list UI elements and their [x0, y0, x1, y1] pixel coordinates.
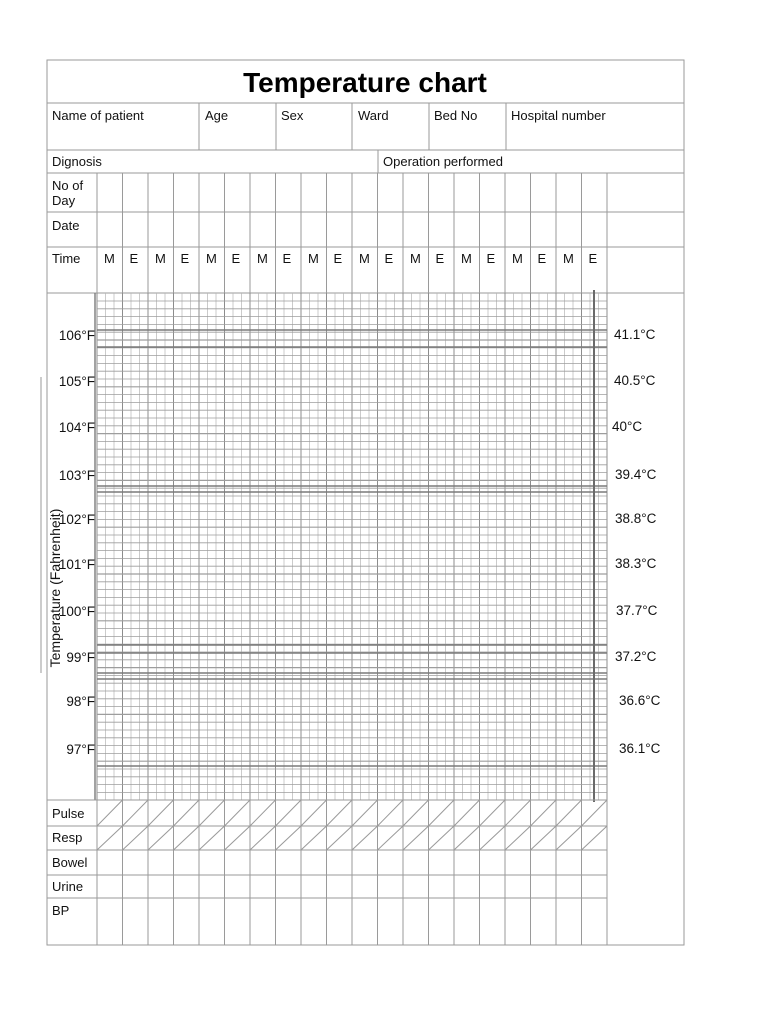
vitals-diagonal: [123, 826, 149, 850]
celsius-tick-label: 36.6°C: [619, 693, 661, 708]
time-slot-label: E: [282, 251, 292, 266]
vitals-diagonal: [301, 800, 327, 826]
vitals-diagonal: [276, 826, 302, 850]
vitals-diagonal: [505, 826, 531, 850]
vitals-diagonal: [403, 826, 429, 850]
vitals-diagonal: [225, 800, 251, 826]
fahrenheit-tick-label: 99°F: [66, 650, 95, 665]
vitals-diagonal: [199, 826, 225, 850]
vitals-row-label: Urine: [52, 879, 84, 894]
time-slot-label: M: [410, 251, 421, 266]
celsius-tick-label: 41.1°C: [614, 327, 656, 342]
vitals-diagonal: [250, 800, 276, 826]
vitals-grid: [47, 800, 684, 945]
time-slot-label: E: [180, 251, 190, 266]
vitals-diagonal: [225, 826, 251, 850]
label-operation-performed: Operation performed: [383, 154, 503, 169]
label-diagnosis: Dignosis: [52, 154, 102, 169]
fahrenheit-tick-label: 104°F: [58, 420, 95, 435]
label-no-of-day-line1: No of: [52, 178, 84, 193]
celsius-tick-label: 36.1°C: [619, 741, 661, 756]
fahrenheit-tick-label: 103°F: [58, 468, 95, 483]
vitals-diagonal: [250, 826, 276, 850]
celsius-tick-label: 40.5°C: [614, 373, 656, 388]
celsius-tick-label: 38.3°C: [615, 556, 657, 571]
vitals-diagonal: [352, 826, 378, 850]
label-no-of-day-line2: Day: [52, 193, 76, 208]
label-age: Age: [205, 108, 229, 123]
vitals-diagonal: [276, 800, 302, 826]
vitals-diagonal: [327, 826, 353, 850]
time-slot-label: M: [155, 251, 166, 266]
vitals-row-label: Pulse: [52, 806, 85, 821]
time-slot-label: M: [359, 251, 370, 266]
label-bed-no: Bed No: [434, 108, 478, 123]
time-slot-label: E: [537, 251, 547, 266]
vitals-diagonal: [531, 826, 557, 850]
label-ward: Ward: [358, 108, 389, 123]
vitals-diagonal: [429, 800, 455, 826]
vitals-diagonal: [327, 800, 353, 826]
celsius-scale: [612, 327, 661, 756]
vitals-diagonal: [403, 800, 429, 826]
time-slot-label: M: [104, 251, 115, 266]
time-slot-label: E: [384, 251, 394, 266]
vitals-diagonal: [480, 800, 506, 826]
time-slot-label: M: [512, 251, 523, 266]
vitals-diagonal: [429, 826, 455, 850]
vitals-diagonal: [174, 800, 200, 826]
fahrenheit-tick-label: 106°F: [58, 328, 95, 343]
vitals-diagonal: [505, 800, 531, 826]
fahrenheit-tick-label: 100°F: [58, 604, 95, 619]
time-slot-label: M: [461, 251, 472, 266]
fahrenheit-tick-label: 97°F: [66, 742, 95, 757]
temperature-grid: [95, 290, 607, 802]
time-slot-label: M: [257, 251, 268, 266]
time-slot-label: M: [563, 251, 574, 266]
vitals-row-label: BP: [52, 903, 70, 918]
time-slot-label: E: [231, 251, 241, 266]
time-slot-label: E: [435, 251, 445, 266]
celsius-tick-label: 40°C: [612, 419, 643, 434]
vitals-diagonal: [123, 800, 149, 826]
label-sex: Sex: [281, 108, 304, 123]
time-slot-label: E: [588, 251, 598, 266]
vitals-diagonal: [148, 800, 174, 826]
time-slot-label: M: [308, 251, 319, 266]
day-columns: [97, 173, 607, 293]
vitals-row-label: Bowel: [52, 855, 88, 870]
vitals-diagonal: [378, 826, 404, 850]
vitals-diagonal: [199, 800, 225, 826]
time-slot-label: E: [129, 251, 139, 266]
vitals-diagonal: [582, 826, 608, 850]
time-slot-label: E: [486, 251, 496, 266]
vitals-diagonal: [97, 800, 123, 826]
label-date: Date: [52, 218, 80, 233]
vitals-diagonal: [97, 826, 123, 850]
form-title: Temperature chart: [243, 67, 487, 98]
label-hospital-number: Hospital number: [511, 108, 606, 123]
vitals-diagonal: [556, 826, 582, 850]
vitals-diagonal: [174, 826, 200, 850]
vitals-diagonal: [531, 800, 557, 826]
celsius-tick-label: 37.7°C: [616, 603, 658, 618]
celsius-tick-label: 39.4°C: [615, 467, 657, 482]
vitals-diagonal: [378, 800, 404, 826]
fahrenheit-tick-label: 98°F: [66, 694, 95, 709]
celsius-tick-label: 38.8°C: [615, 511, 657, 526]
fahrenheit-tick-label: 101°F: [58, 557, 95, 572]
fahrenheit-tick-label: 102°F: [58, 512, 95, 527]
time-slot-labels: [104, 251, 598, 266]
time-slot-label: E: [333, 251, 343, 266]
vitals-row-label: Resp: [52, 830, 83, 845]
vitals-diagonal: [301, 826, 327, 850]
vitals-diagonal: [556, 800, 582, 826]
vitals-diagonal: [480, 826, 506, 850]
vitals-diagonal: [352, 800, 378, 826]
celsius-tick-label: 37.2°C: [615, 649, 657, 664]
fahrenheit-tick-label: 105°F: [58, 374, 95, 389]
fahrenheit-scale: [59, 328, 95, 757]
time-slot-label: M: [206, 251, 217, 266]
label-time: Time: [52, 251, 81, 266]
vitals-diagonal: [582, 800, 608, 826]
y-axis-label: Temperature (Fahrenheit): [47, 508, 63, 668]
vitals-diagonal: [454, 826, 480, 850]
label-name-of-patient: Name of patient: [52, 108, 144, 123]
vitals-diagonal: [148, 826, 174, 850]
vitals-diagonal: [454, 800, 480, 826]
